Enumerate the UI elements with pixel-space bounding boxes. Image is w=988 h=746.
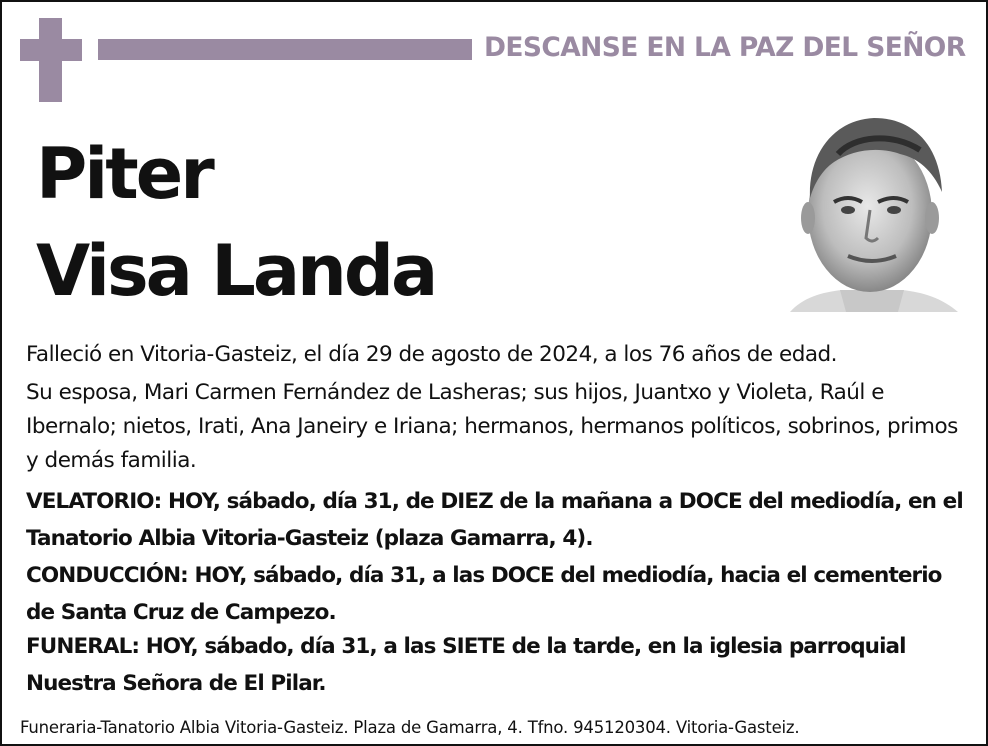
header-banner: DESCANSE EN LA PAZ DEL SEÑOR [484, 32, 966, 63]
portrait-photo [782, 106, 962, 312]
death-announcement: Falleció en Vitoria-Gasteiz, el día 29 de agosto de 2024, a los 76 años de edad. [26, 342, 838, 367]
family-list: Su esposa, Mari Carmen Fernández de Lasheras; sus hijos, Juantxo y Violeta, Raúl e Ibernalo; nietos, Irati, Ana Janeiry e Iriana; hermanos, hermanos políticos, sobrinos, primos y demás familia. [26, 380, 958, 473]
wake-details: VELATORIO: HOY, sábado, día 31, de DIEZ de la mañana a DOCE del mediodía, en el Tanatorio Albia Vitoria-Gasteiz (plaza Gamarra, 4). [26, 489, 963, 551]
deceased-surnames: Visa Landa [36, 230, 436, 312]
deceased-first-name: Piter [36, 133, 212, 215]
funeral-details: FUNERAL: HOY, sábado, día 31, a las SIETE de la tarde, en la iglesia parroquial Nuestra Señora de El Pilar. [26, 634, 906, 696]
procession-details: CONDUCCIÓN: HOY, sábado, día 31, a las DOCE del mediodía, hacia el cementerio de Santa Cruz de Campezo. [26, 563, 942, 625]
funeral-home-footer: Funeraria-Tanatorio Albia Vitoria-Gasteiz. Plaza de Gamarra, 4. Tfno. 945120304. Vitoria-Gasteiz. [20, 718, 800, 737]
header-rule [98, 39, 472, 60]
